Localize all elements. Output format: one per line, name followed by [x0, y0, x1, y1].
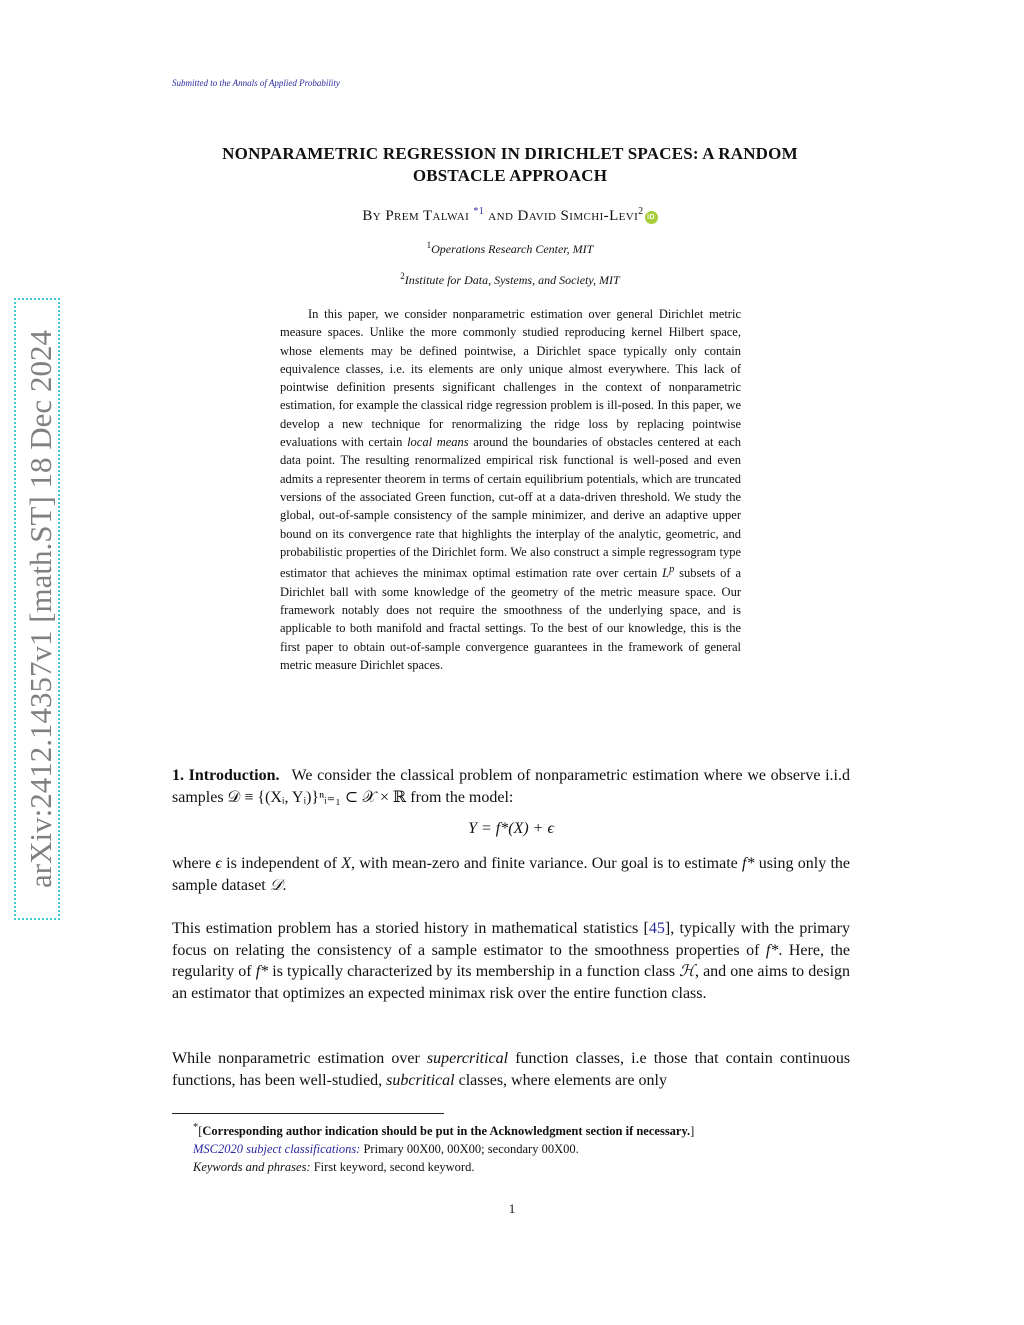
author-2: David Simchi-Levi	[517, 208, 639, 224]
citation-link[interactable]: 45	[648, 920, 665, 937]
abstract-paragraph	[280, 305, 741, 674]
msc-link[interactable]: MSC2020 subject classifications:	[193, 1142, 361, 1157]
author-line	[180, 206, 840, 225]
intro-p1-text: We consider the classical problem of nonparametric estimation where we observe i.i.d samples	[172, 767, 850, 806]
intro-p1-math: 𝒟 ≡ {(Xᵢ, Yᵢ)}ⁿᵢ₌₁ ⊂ 𝒳 × ℝ	[227, 788, 407, 806]
arxiv-stamp-text: arXiv:2412.14357v1 [math.ST] 18 Dec 2024	[23, 330, 58, 888]
footnote-divider	[172, 1113, 444, 1114]
orcid-icon[interactable]: iD	[645, 211, 658, 224]
journal-header-note: Submitted to the Annals of Applied Probability	[172, 78, 340, 88]
model-equation: Y = f*(X) + ϵ	[468, 820, 554, 837]
affiliation-1-mark: 1	[426, 240, 432, 250]
intro-paragraph-1	[172, 765, 850, 808]
page-number: 1	[508, 1201, 516, 1216]
author-prefix: By	[362, 208, 382, 224]
abstract-math-lp: $L^p$	[662, 564, 675, 581]
author-2-mark: 2	[638, 206, 644, 217]
intro-p1-end: from the model:	[410, 788, 514, 806]
affiliation-2-text: Institute for Data, Systems, and Society, MIT	[404, 273, 620, 287]
footnotes	[193, 1119, 843, 1176]
footnote-keywords: Keywords and phrases: First keyword, second keyword.	[193, 1160, 475, 1175]
abstract	[280, 305, 741, 674]
abstract-italic-local-means: local means	[407, 435, 469, 450]
affiliation-2-mark: 2	[400, 271, 405, 281]
affiliation-1-text: Operations Research Center, MIT	[431, 242, 594, 256]
author-1-mark: *1	[473, 206, 485, 217]
abstract-text-2: around the boundaries of obstacles centered at each data point. The resulting renormalized empirical risk functional is well-posed and even admits a representer theorem in terms of certain equilibrium potentials, which are truncated versions of the associated Green function, cut-off at a data-driven threshold. We study the global, out-of-sample consistency of the sample minimizer, and derive an adaptive upper bound on its convergence rate that highlights the interplay of the analytic, geometric, and probabilistic properties of the Dirichlet form. We also construct a simple regressogram type estimator that achieves the minimax optimal estimation rate over certain	[280, 435, 742, 581]
footnote-msc: MSC2020 subject classifications: Primary 00X00, 00X00; secondary 00X00.	[193, 1142, 579, 1157]
footnote-corresponding-author: *[Corresponding author indication should be put in the Acknowledgment section if necessary.]	[193, 1122, 695, 1139]
section-heading-introduction: 1. Introduction.	[172, 767, 280, 784]
intro-paragraph-4: While nonparametric estimation over supercritical function classes, i.e those that contain continuous functions, has been well-studied, subcritical classes, where elements are only	[172, 1050, 851, 1089]
abstract-text-1: In this paper, we consider nonparametric estimation over general Dirichlet metric measure spaces. Unlike the more commonly studied reproducing kernel Hilbert space, whose elements may be defined pointwise, a Dirichlet space typically only contain equivalence classes, i.e. its elements are only unique almost everywhere. This lack of pointwise definition presents significant challenges in the context of nonparametric estimation, for example the classical ridge regression problem is ill-posed. In this paper, we develop a new technique for renormalizing the ridge loss by replacing pointwise evaluations with certain	[280, 307, 741, 450]
author-1: Prem Talwai	[385, 208, 470, 224]
affiliation-1	[180, 240, 840, 257]
arxiv-stamp	[14, 298, 60, 920]
abstract-text-3: subsets of a Dirichlet ball with some knowledge of the geometry of the metric measure space. Our framework notably does not require the smoothness of the underlying space, and is applicable to both manifold and fractal settings. To the best of our knowledge, this is the first paper to obtain out-of-sample convergence guarantees in the framework of general metric measure Dirichlet spaces.	[280, 566, 742, 672]
author-connector: and	[488, 208, 514, 224]
paper-title: NONPARAMETRIC REGRESSION IN DIRICHLET SPACES: A RANDOM OBSTACLE APPROACH	[222, 144, 798, 185]
affiliation-2	[180, 271, 840, 288]
intro-paragraph-2: where ϵ is independent of X, with mean-zero and finite variance. Our goal is to estimate f* using only the sample dataset 𝒟.	[172, 855, 851, 894]
intro-paragraph-3: This estimation problem has a storied history in mathematical statistics [45], typically with the primary focus on relating the consistency of a sample estimator to the smoothness properties of f*. Here, the regularity of f* is typically characterized by its membership in a function class ℋ, and one aims to design an estimator that optimizes an expected minimax risk over the entire function class.	[172, 920, 851, 1002]
